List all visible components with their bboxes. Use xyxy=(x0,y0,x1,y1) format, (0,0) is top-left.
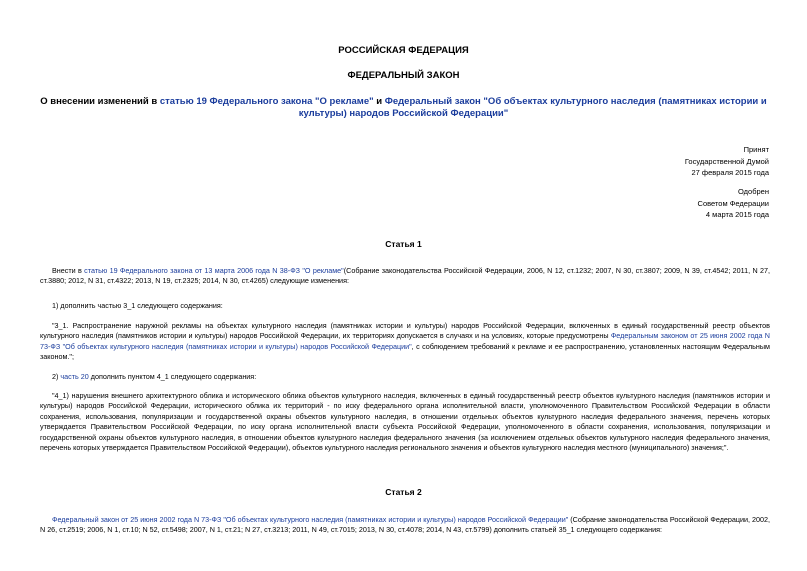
approval-date: 4 марта 2015 года xyxy=(705,210,769,219)
title-prefix: О внесении изменений в xyxy=(40,96,160,107)
a1p3-suffix: , с соблюдением требований к рекламе и ее распространению, установленных настоящим Федеральным законом."; xyxy=(40,341,770,362)
a1p4-link[interactable]: часть 20 xyxy=(60,372,89,381)
article-1-paragraph-5: "4_1) нарушения внешнего архитектурного облика и исторического облика объектов культурного наследия, включенных в единый государственный реестр объектов культурного наследия (памятников истории и культуры) народов Российской Федерации, исторического облика их территорий - по иску федерального органа исполнительной власти, уполномоченного Правительством Российской Федерации в области сохранения, использования, популяризации и государственной охраны объектов культурного наследия, в отношении отдельных объектов культурного наследия федерального значения, перечень которых утверждается Правительством Российской Федерации, по иску органа исполнительной власти субъекта Российской Федерации, уполномоченного в области сохранения, использования, популяризации и государственной охраны объектов культурного наследия, в отношении объектов культурного наследия федерального значения (за исключением отдельных объектов культурного наследия федерального значения, перечень которых утверждается Правительством Российской Федерации), объектов культурного наследия регионального значения и объектов культурного наследия местного (муниципального) значения;". xyxy=(40,391,770,453)
a2p1-link[interactable]: Федеральный закон от 25 июня 2002 года N 73-ФЗ "Об объектах культурного наследия (памятниках истории и культуры) народов Российской Федерации" xyxy=(52,515,569,524)
header-country: РОССИЙСКАЯ ФЕДЕРАЦИЯ xyxy=(338,45,469,56)
a1p3-link[interactable]: Федеральным законом от 25 июня 2002 года N 73-ФЗ "Об объектах культурного наследия (памятниках истории и культуры) народов Российской Федерации" xyxy=(40,331,770,351)
approval-block xyxy=(698,186,769,221)
article-1-paragraph-1 xyxy=(40,266,770,287)
approval-line-1: Одобрен xyxy=(738,187,769,196)
adoption-line-1: Принят xyxy=(743,145,769,154)
a1p1-suffix: (Собрание законодательства Российской Федерации, 2006, N 12, ст.1232; 2007, N 30, ст.3807; 2009, N 39, ст.4542; 2011, N 27, ст.3880; 2012, N 31, ст.4322; 2013, N 19, ст.2325; 2014, N 30, ст.4265) следующие изменения: xyxy=(40,266,770,286)
a1p1-link[interactable]: статью 19 Федерального закона от 13 марта 2006 года N 38-ФЗ "О рекламе" xyxy=(84,266,344,275)
title-link-advertising-law[interactable]: статью 19 Федерального закона "О рекламе" xyxy=(159,96,374,107)
article-1-heading: Статья 1 xyxy=(385,239,422,249)
a1p4-suffix: дополнить пунктом 4_1 следующего содержания: xyxy=(88,372,257,381)
a1p4-prefix: 2) xyxy=(52,372,61,381)
adoption-date: 27 февраля 2015 года xyxy=(691,168,769,177)
article-1-paragraph-3 xyxy=(40,321,770,363)
approval-line-2: Советом Федерации xyxy=(697,198,769,208)
title-middle: и xyxy=(373,96,385,107)
adoption-block xyxy=(685,144,769,179)
a1p1-prefix: Внести в xyxy=(52,266,85,275)
article-2-heading: Статья 2 xyxy=(385,487,422,497)
article-1-paragraph-2: 1) дополнить частью 3_1 следующего содержания: xyxy=(52,301,223,310)
a1p3-prefix: "3_1. Распространение наружной рекламы на объектах культурного наследия (памятниках истории и культуры) народов Российской Федерации, включенных в единый государственный реестр объектов культурного наследия (памятников истории и культуры) народов Российской Федерации, их территориях допускается в случаях и на условиях, которые предусмотрены xyxy=(40,321,770,341)
article-2-paragraph-1 xyxy=(40,515,770,536)
article-1-paragraph-4 xyxy=(40,372,770,382)
law-title xyxy=(30,96,777,120)
adoption-line-2: Государственной Думой xyxy=(684,156,769,166)
a2p1-suffix: (Собрание законодательства Российской Федерации, 2002, N 26, ст.2519; 2006, N 1, ст.10; N 52, ст.5498; 2007, N 1, ст.21; N 27, ст.3213; 2011, N 49, ст.7015; 2013, N 30, ст.4078; 2014, N 43, ст.5799) дополнить статьей 35_1 следующего содержания: xyxy=(40,515,771,535)
header-law-type: ФЕДЕРАЛЬНЫЙ ЗАКОН xyxy=(347,70,460,81)
title-link-cultural-heritage-law[interactable]: Федеральный закон "Об объектах культурного наследия (памятниках истории и культуры) народов Российской Федерации" xyxy=(298,96,767,119)
